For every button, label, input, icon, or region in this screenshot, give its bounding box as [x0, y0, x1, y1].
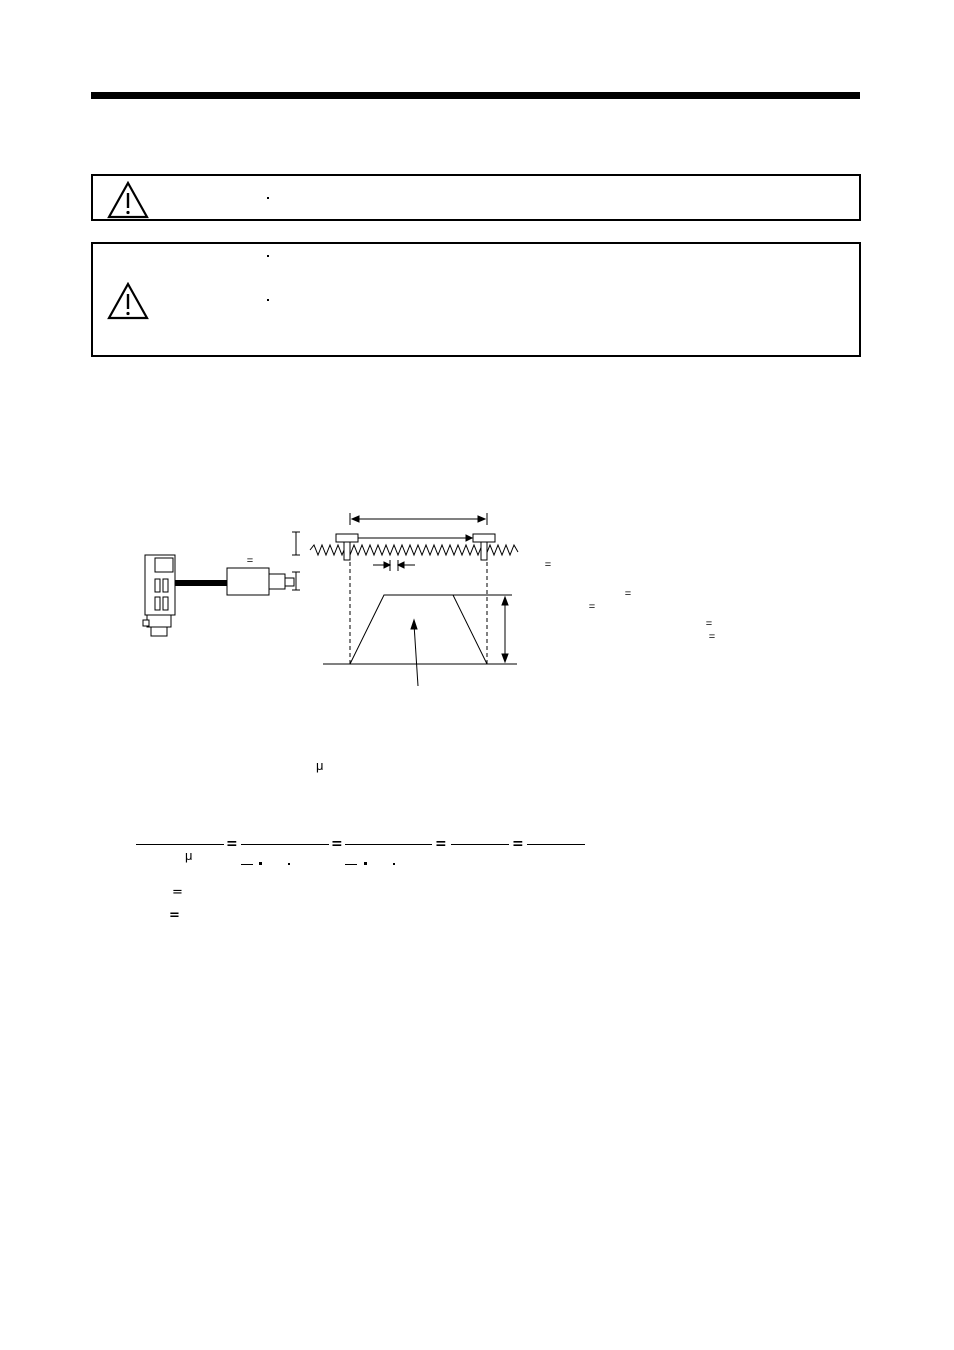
servo-amplifier [143, 555, 175, 636]
multiply-dot [288, 863, 290, 865]
fraction-bar [527, 844, 585, 845]
spec-eq: = [708, 631, 716, 643]
mu-symbol: μ [316, 758, 324, 773]
caution-box-2 [91, 242, 861, 357]
equals-sign: = [226, 836, 238, 852]
multiply-dot [259, 862, 262, 865]
spec-eq: = [624, 588, 632, 600]
travel-dimension [350, 513, 487, 541]
fraction-bar [451, 844, 509, 845]
equals-sign: = [435, 836, 447, 852]
mu-symbol: μ [185, 848, 193, 863]
bullet-point [267, 255, 269, 257]
bullet-point [267, 197, 269, 199]
table-end [473, 534, 495, 560]
servo-motor [227, 568, 294, 595]
fraction-bar [241, 844, 329, 845]
equals-sign: = [512, 836, 524, 852]
speed-profile [323, 595, 517, 686]
spec-eq: = [544, 559, 552, 571]
equals-sign: = [331, 836, 343, 852]
equals-sign: = [172, 885, 183, 900]
caution-box-1 [91, 174, 861, 221]
multiply-dot [364, 862, 367, 865]
warning-triangle-icon [107, 282, 149, 320]
motor-label-eq: = [246, 555, 254, 567]
small-fraction-bar [345, 864, 357, 865]
multiply-dot [393, 863, 395, 865]
equals-sign: = [169, 908, 180, 923]
bullet-point [267, 299, 269, 301]
fraction-bar [136, 844, 224, 845]
warning-triangle-icon [107, 181, 149, 219]
formula [0, 830, 954, 930]
pitch-dimension [373, 560, 415, 571]
spec-eq: = [705, 618, 713, 630]
header-rule [91, 92, 860, 99]
fraction-bar [345, 844, 432, 845]
ball-screw-diagram [0, 500, 954, 720]
small-fraction-bar [241, 864, 253, 865]
spec-eq: = [588, 601, 596, 613]
